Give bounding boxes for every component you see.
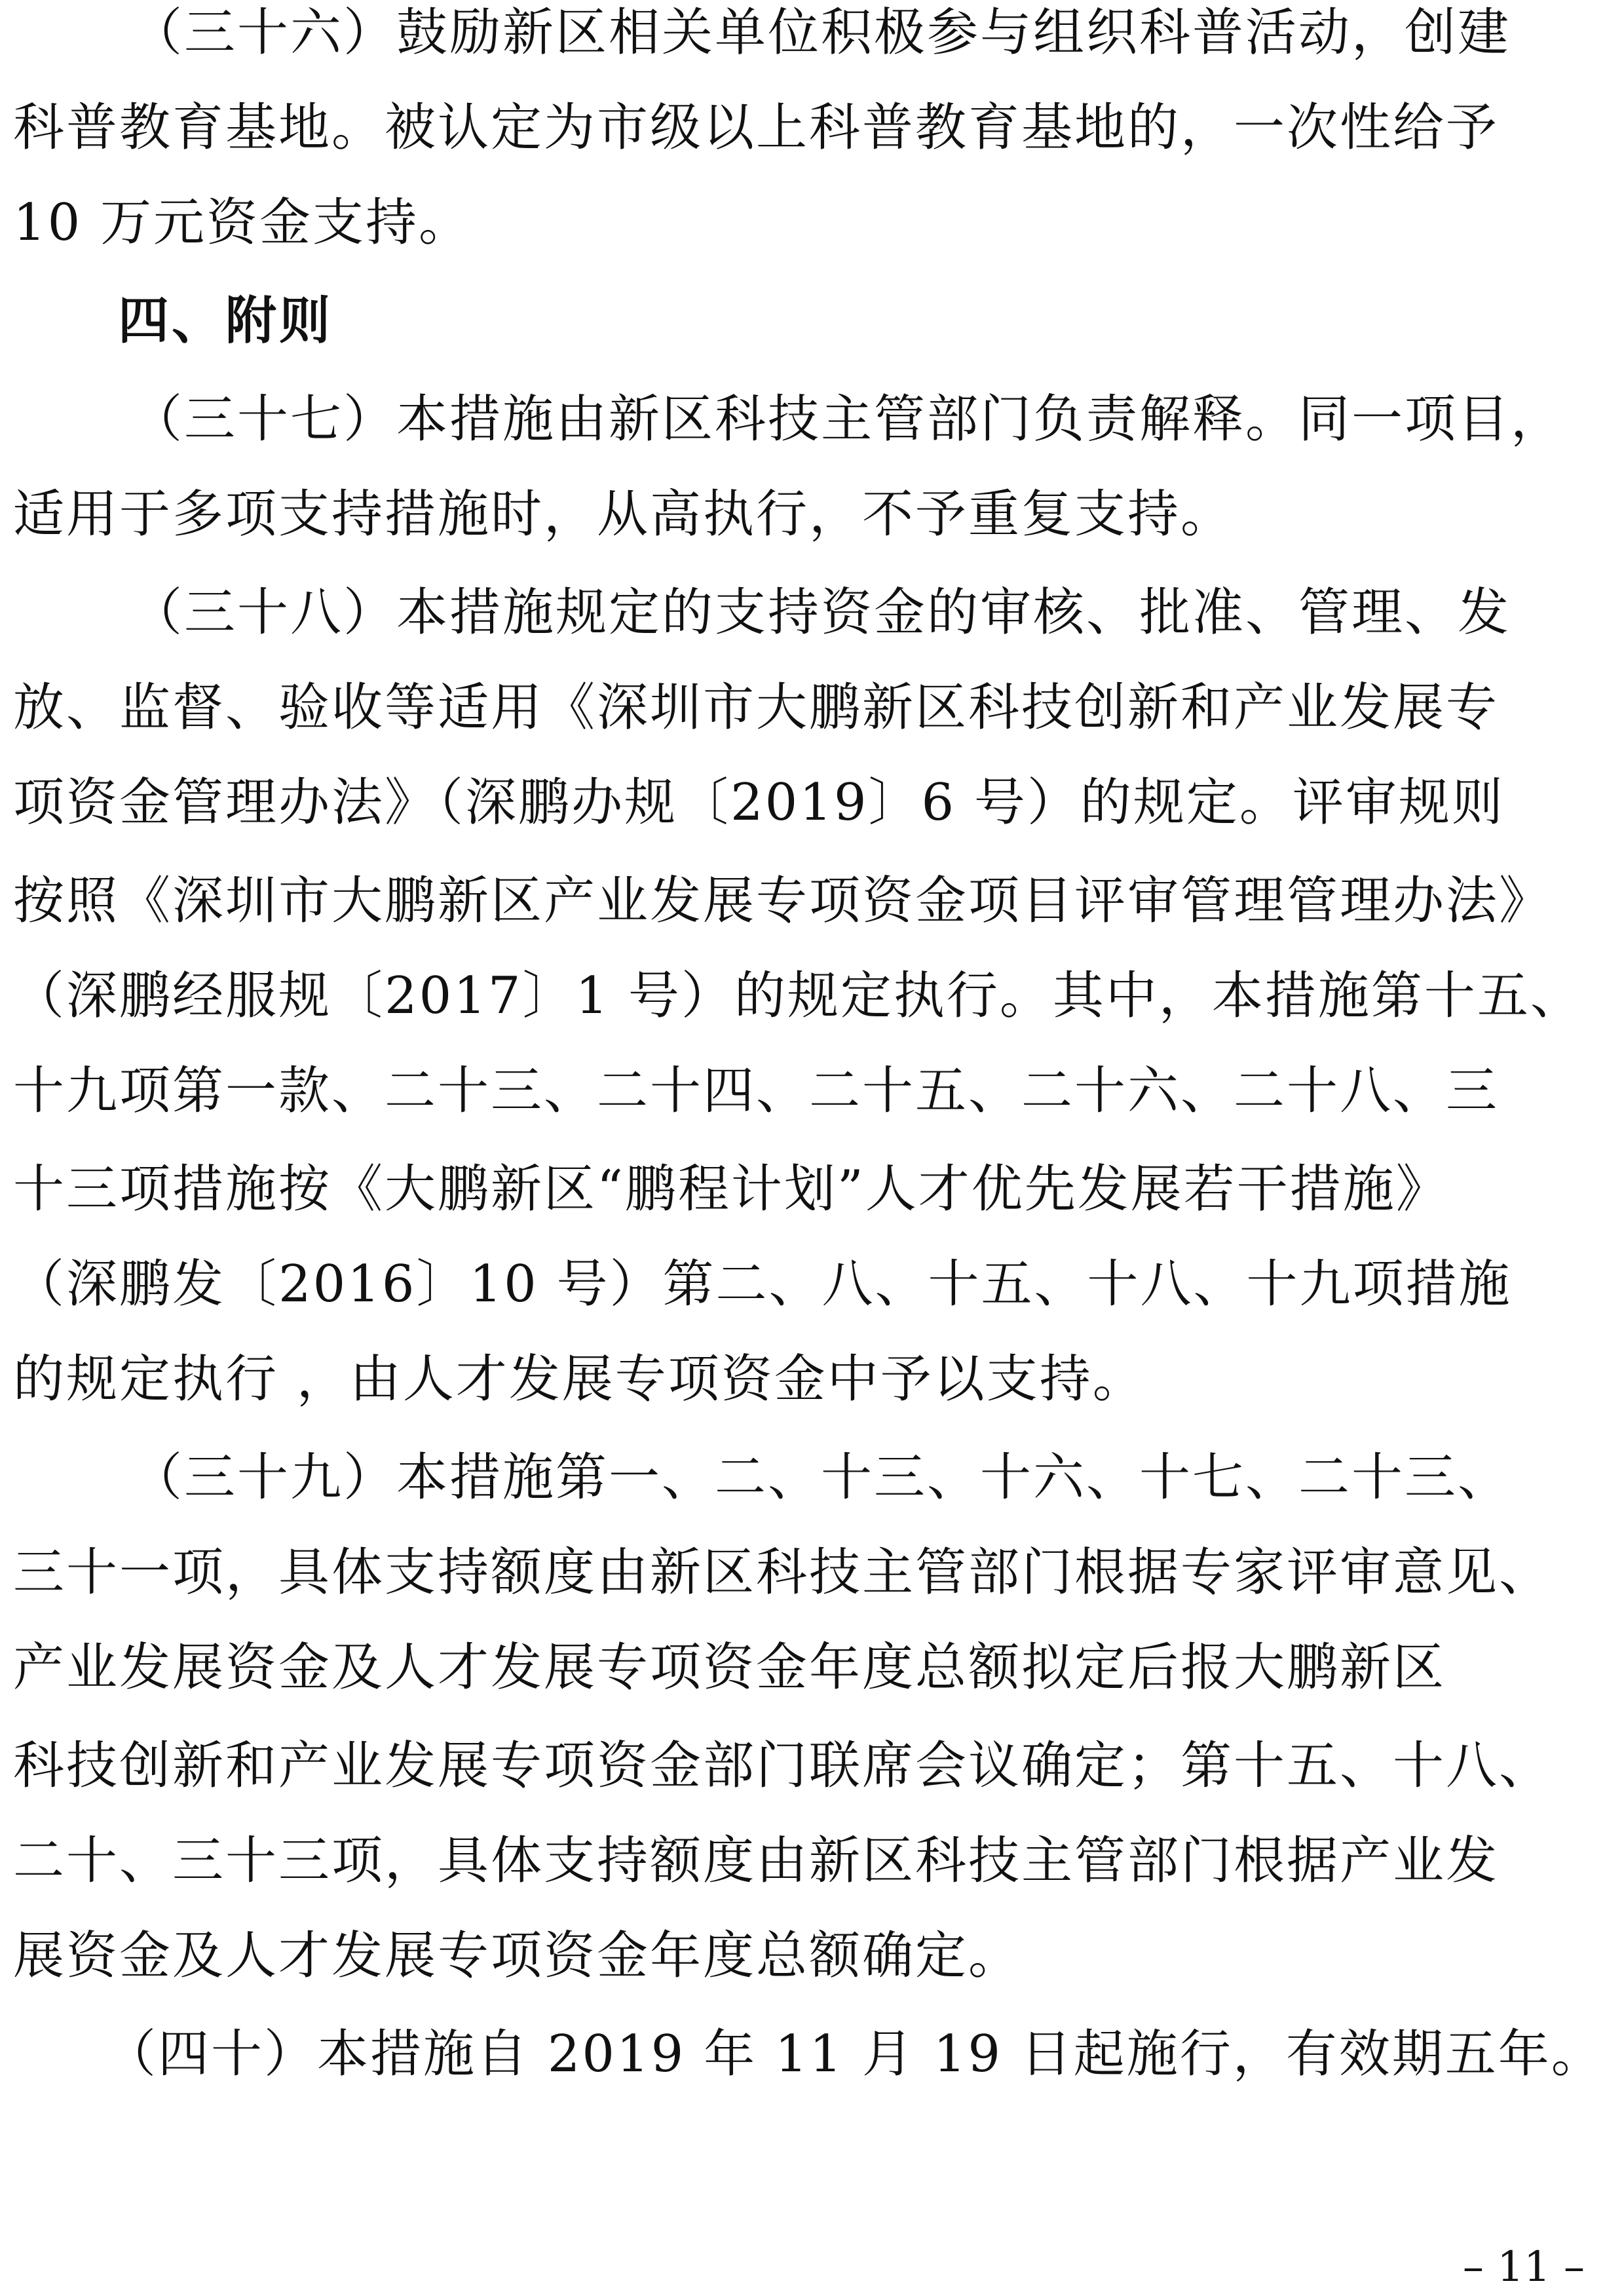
text-line: 放、监督、验收等适用《深圳市大鹏新区科技创新和产业发展专	[13, 678, 1500, 737]
text-line: 按照《深圳市大鹏新区产业发展专项资金项目评审管理管理办法》	[13, 871, 1553, 930]
text-line: 产业发展资金及人才发展专项资金年度总额拟定后报大鹏新区	[13, 1638, 1446, 1697]
page-number: – 11 –	[1462, 2243, 1585, 2291]
text-line: 十三项措施按《大鹏新区“鹏程计划”人才优先发展若干措施》	[13, 1160, 1449, 1219]
text-line: 二十、三十三项，具体支持额度由新区科技主管部门根据产业发	[13, 1831, 1500, 1890]
text-line: 的规定执行 ，由人才发展专项资金中予以支持。	[13, 1350, 1146, 1409]
text-line: 项资金管理办法》（深鹏办规〔2019〕6 号）的规定。评审规则	[13, 773, 1505, 832]
text-line: 科技创新和产业发展专项资金部门联席会议确定；第十五、十八、	[13, 1736, 1553, 1795]
text-line: 科普教育基地。被认定为市级以上科普教育基地的，一次性给予	[13, 98, 1500, 157]
section-heading: 四、附则	[118, 292, 333, 351]
text-line: （三十九）本措施第一、二、十三、十六、十七、二十三、	[131, 1448, 1511, 1507]
text-line: 十九项第一款、二十三、二十四、二十五、二十六、二十八、三	[13, 1062, 1500, 1120]
text-line: 适用于多项支持措施时，从高执行，不予重复支持。	[13, 485, 1234, 544]
text-line: （深鹏发〔2016〕10 号）第二、八、十五、十八、十九项措施	[13, 1255, 1512, 1314]
text-line: （三十七）本措施由新区科技主管部门负责解释。同一项目，	[131, 390, 1564, 449]
text-line: （深鹏经服规〔2017〕1 号）的规定执行。其中，本措施第十五、	[13, 966, 1583, 1025]
text-line: 三十一项，具体支持额度由新区科技主管部门根据专家评审意见、	[13, 1543, 1553, 1602]
text-line: （三十八）本措施规定的支持资金的审核、批准、管理、发	[131, 583, 1511, 642]
text-line: 展资金及人才发展专项资金年度总额确定。	[13, 1926, 1022, 1985]
text-line: 10 万元资金支持。	[13, 193, 472, 252]
text-line: （四十）本措施自 2019 年 11 月 19 日起施行，有效期五年。	[105, 2025, 1604, 2084]
text-line: （三十六）鼓励新区相关单位积极参与组织科普活动，创建	[131, 3, 1511, 62]
